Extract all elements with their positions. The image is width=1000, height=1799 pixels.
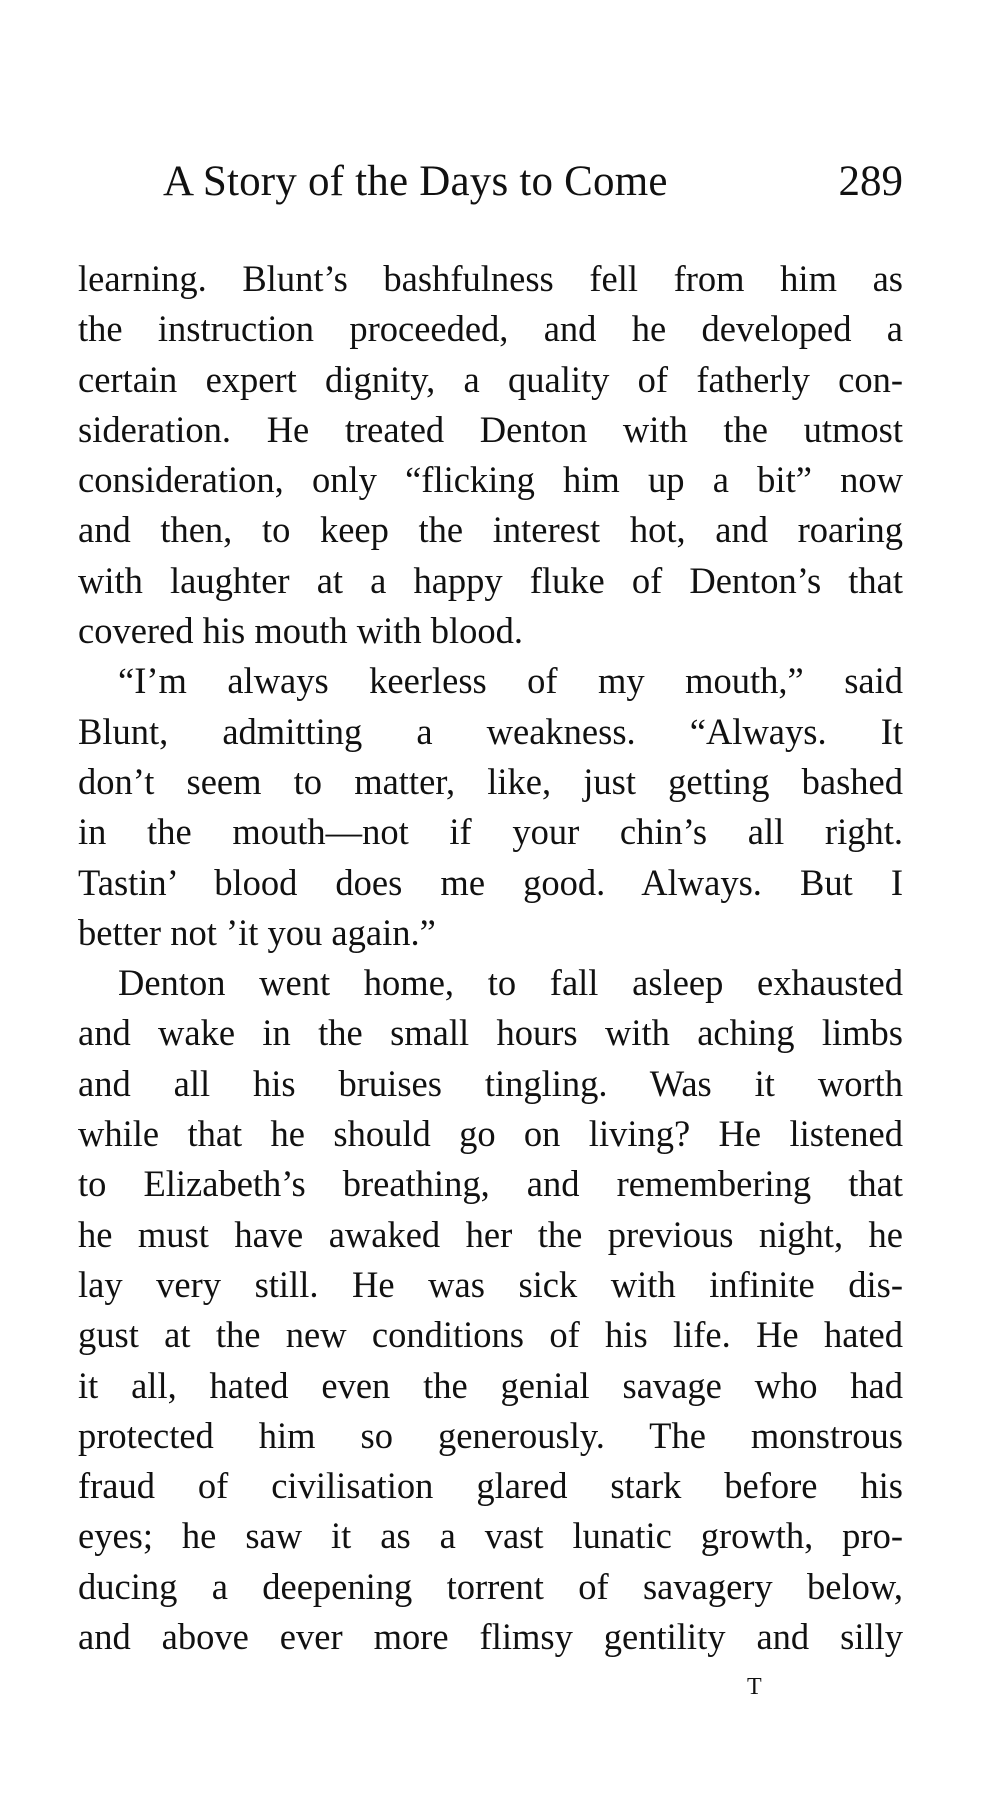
text-line: the instruction proceeded, and he developed a bbox=[78, 308, 903, 350]
text-line: lay very still. He was sick with infinite dis- bbox=[78, 1263, 903, 1305]
text-line: with laughter at a happy fluke of Denton’s that bbox=[78, 559, 903, 601]
text-line: “I’m always keerless of my mouth,” said bbox=[118, 660, 903, 702]
text-line: and all his bruises tingling. Was it worth bbox=[78, 1062, 903, 1104]
running-title: A Story of the Days to Come bbox=[163, 158, 668, 205]
text-line: in the mouth—not if your chin’s all right. bbox=[78, 811, 903, 853]
text-line: certain expert dignity, a quality of fatherly con- bbox=[78, 358, 903, 400]
text-line: fraud of civilisation glared stark before his bbox=[78, 1465, 903, 1507]
text-line: ducing a deepening torrent of savagery below, bbox=[78, 1565, 903, 1607]
body-text bbox=[78, 254, 903, 1662]
text-line: and then, to keep the interest hot, and roaring bbox=[78, 509, 903, 551]
text-line: learning. Blunt’s bashfulness fell from him as bbox=[78, 258, 903, 299]
paragraph-2 bbox=[78, 656, 903, 958]
text-line: and wake in the small hours with aching limbs bbox=[78, 1012, 903, 1054]
page-number: 289 bbox=[838, 158, 903, 205]
text-line: Blunt, admitting a weakness. “Always. It bbox=[78, 710, 903, 752]
text-line: covered his mouth with blood. bbox=[78, 610, 524, 652]
text-line: don’t seem to matter, like, just getting bashed bbox=[78, 760, 903, 802]
text-line: sideration. He treated Denton with the utmost bbox=[78, 408, 903, 450]
text-line: to Elizabeth’s breathing, and remembering that bbox=[78, 1163, 903, 1205]
text-line: and above ever more flimsy gentility and silly bbox=[78, 1616, 903, 1658]
text-line: Denton went home, to fall asleep exhausted bbox=[118, 962, 903, 1004]
signature-mark: T bbox=[747, 1674, 762, 1700]
text-line: better not ’it you again.” bbox=[78, 911, 436, 953]
paragraph-1 bbox=[78, 254, 903, 656]
text-line: Tastin’ blood does me good. Always. But I bbox=[78, 861, 903, 903]
text-line: eyes; he saw it as a vast lunatic growth, pro- bbox=[78, 1515, 903, 1557]
paragraph-3 bbox=[78, 958, 903, 1662]
page-header bbox=[163, 152, 903, 212]
text-line: while that he should go on living? He listened bbox=[78, 1113, 903, 1155]
text-line: it all, hated even the genial savage who had bbox=[78, 1364, 903, 1406]
text-line: consideration, only “flicking him up a bit” now bbox=[78, 459, 903, 501]
text-line: he must have awaked her the previous night, he bbox=[78, 1213, 903, 1255]
text-line: protected him so generously. The monstrous bbox=[78, 1414, 903, 1456]
text-line: gust at the new conditions of his life. He hated bbox=[78, 1314, 903, 1356]
